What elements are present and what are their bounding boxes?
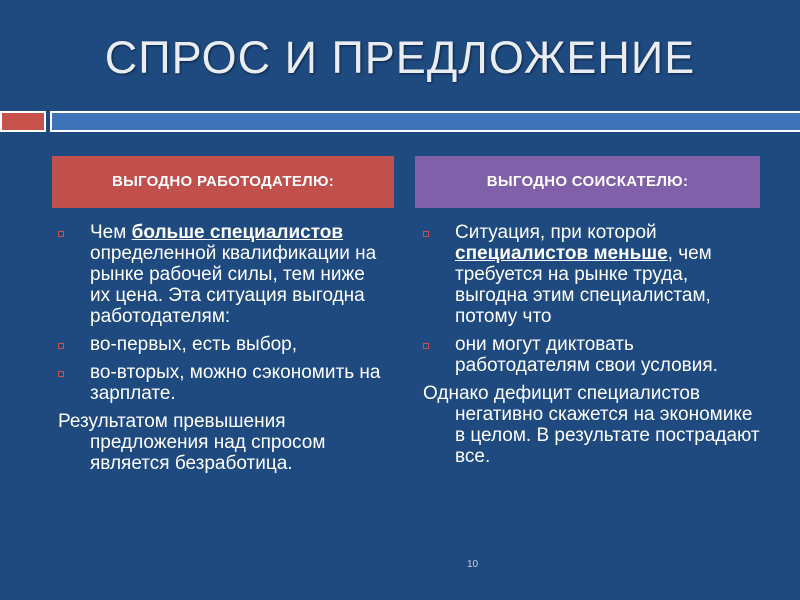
right-column-body	[423, 222, 763, 474]
emphasis-text: специалистов меньше	[455, 243, 668, 264]
accent-bar-left	[0, 111, 46, 132]
square-bullet-icon	[58, 371, 64, 377]
square-bullet-icon	[58, 231, 64, 237]
right-column-header: ВЫГОДНО СОИСКАТЕЛЮ:	[415, 156, 760, 208]
left-column-header: ВЫГОДНО РАБОТОДАТЕЛЮ:	[52, 156, 394, 208]
emphasis-text: больше специалистов	[131, 222, 344, 243]
square-bullet-icon	[423, 231, 429, 237]
square-bullet-icon	[423, 343, 429, 349]
slide-title: СПРОС И ПРЕДЛОЖЕНИЕ	[104, 32, 696, 83]
list-item: Ситуация, при которой специалистов меньше, чем требуется на рынке труда, выгодна этим специалистам, потому что	[423, 222, 763, 327]
list-item: они могут диктовать работодателям свои условия.	[423, 334, 763, 376]
page-number: 10	[467, 559, 479, 570]
list-item: во-вторых, можно сэкономить на зарплате.	[58, 362, 388, 404]
list-item: Чем больше специалистов определенной квалификации на рынке рабочей силы, тем ниже их цена. Эта ситуация выгодна работодателям:	[58, 222, 388, 327]
accent-bar-right	[50, 111, 800, 132]
conclusion-text: Результатом превышения предложения над спросом является безработица.	[58, 411, 326, 474]
left-column-body	[58, 222, 388, 481]
list-item: во-первых, есть выбор,	[58, 334, 388, 355]
conclusion-text: Однако дефицит специалистов негативно скажется на экономике в целом. В результате пострадают все.	[423, 383, 760, 467]
square-bullet-icon	[58, 343, 64, 349]
